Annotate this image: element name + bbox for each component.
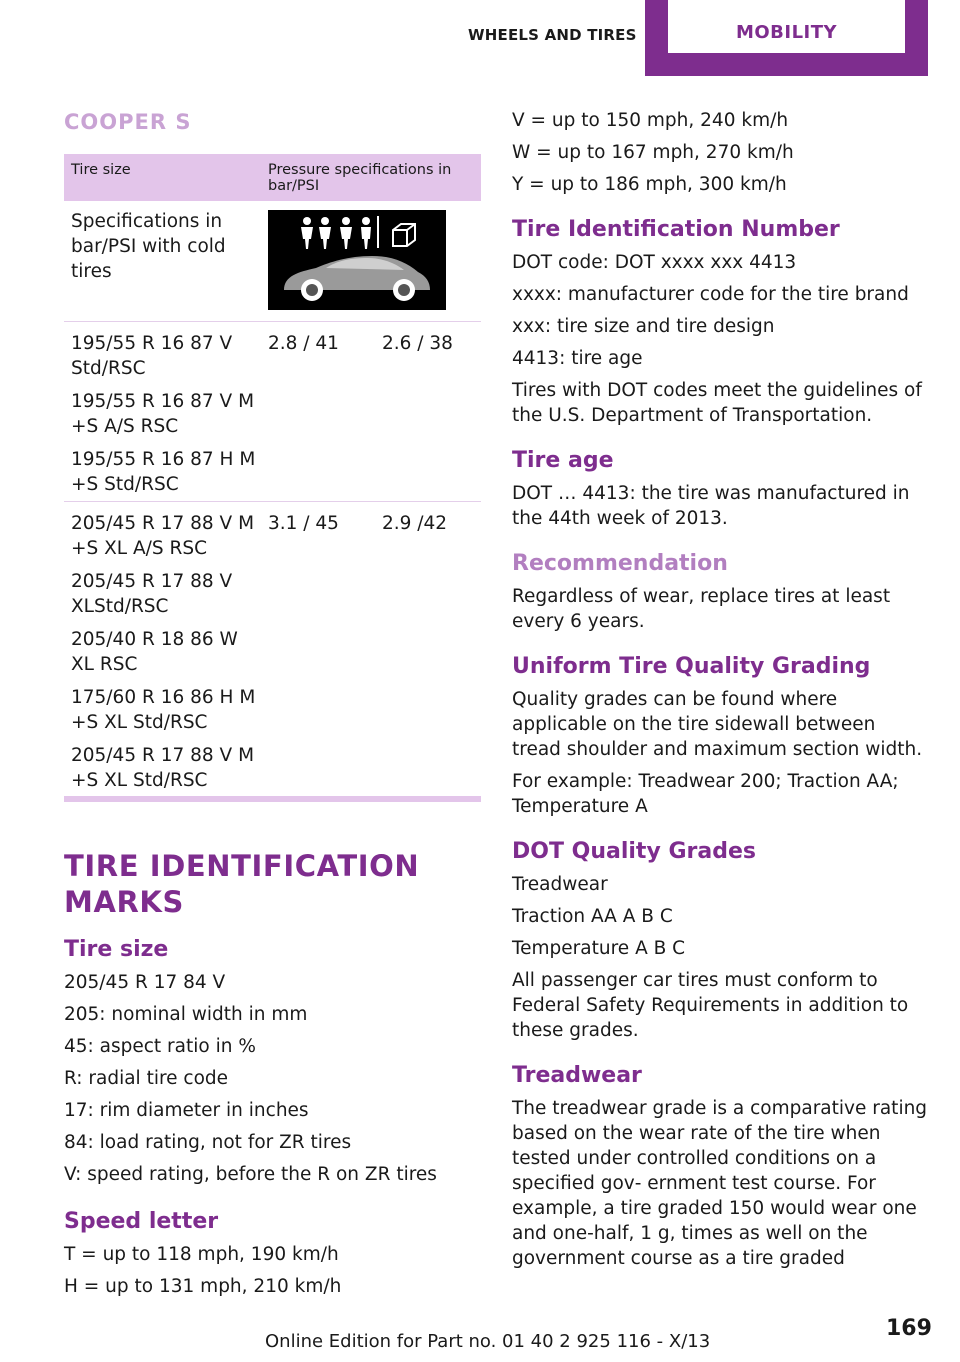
speed-line: T = up to 118 mph, 190 km/h [64,1244,339,1265]
left-column [64,108,481,1306]
treadwear-text: The treadwear grade is a comparative rating based on the wear rate of the tire when tested under controlled conditions on a specified gov‐ ernment test course. For example, a tire graded 150 would wear one and one-half, 1 g, times as well on the government course as a tire graded [512,1098,928,1269]
speed-line: Y = up to 186 mph, 300 km/h [512,174,787,195]
chapter-tab [645,0,928,76]
tire-size: 195/55 R 16 87 V M +S A/S RSC [71,391,255,437]
utqg-heading: Uniform Tire Quality Grading [512,654,871,679]
tin-line: Tires with DOT codes meet the guidelines of the U.S. Department of Transportation. [512,380,922,426]
tire-size-line: 17: rim diameter in inches [64,1100,309,1121]
tire-size: 205/45 R 17 88 V M +S XL A/S RSC [71,513,255,559]
tire-size-line: 205/45 R 17 84 V [64,972,226,993]
header-tire-size: Tire size [71,162,131,178]
pressure-table [64,154,481,802]
recommendation-heading: Recommendation [512,551,728,576]
tire-size-line: 84: load rating, not for ZR tires [64,1132,352,1153]
tire-size-line: 45: aspect ratio in % [64,1036,256,1057]
load-condition-icon [268,210,446,310]
tire-age-text: DOT … 4413: the tire was manufactured in the 44th week of 2013. [512,483,910,529]
speed-letter-heading: Speed letter [64,1209,219,1234]
tire-size: 205/40 R 18 86 W XL RSC [71,629,238,675]
recommendation-text: Regardless of wear, replace tires at least every 6 years. [512,586,891,632]
chapter-tab-label: MOBILITY [735,22,838,43]
tire-size-line: V: speed rating, before the R on ZR tires [64,1164,437,1185]
table-row [64,201,481,322]
tin-heading: Tire Identification Number [512,217,840,242]
page-number: 169 [886,1316,932,1341]
treadwear-heading: Treadwear [512,1063,642,1088]
table-header [64,154,481,201]
tire-size-heading: Tire size [64,937,169,962]
dot-grades-heading: DOT Quality Grades [512,839,756,864]
tin-line: DOT code: DOT xxxx xxx 4413 [512,252,797,273]
speed-line: W = up to 167 mph, 270 km/h [512,142,794,163]
tire-size: 195/55 R 16 87 H M +S Std/RSC [71,449,256,495]
table-row [64,502,481,796]
right-column [512,108,930,1278]
tire-age-heading: Tire age [512,448,614,473]
edition-footer: Online Edition for Part no. 01 40 2 925 116 - X/13 [265,1331,711,1352]
tire-size: 205/45 R 17 88 V XLStd/RSC [71,571,233,617]
speed-line: V = up to 150 mph, 240 km/h [512,110,789,131]
tire-size-line: R: radial tire code [64,1068,229,1089]
dot-grades-line: Temperature A B C [512,938,686,959]
tire-size: 175/60 R 16 86 H M +S XL Std/RSC [71,687,256,733]
spec-label: Specifications in bar/PSI with cold tires [71,211,226,282]
utqg-text: For example: Treadwear 200; Traction AA; Temperature A [512,771,899,817]
pressure-rear: 2.9 /42 [382,513,448,534]
pressure-rear: 2.6 / 38 [382,333,453,354]
table-row [64,322,481,502]
pressure-front: 3.1 / 45 [268,513,339,534]
speed-line: H = up to 131 mph, 210 km/h [64,1276,342,1297]
pressure-front: 2.8 / 41 [268,333,339,354]
dot-grades-line: Traction AA A B C [512,906,673,927]
header-pressure: Pressure specifications in bar/PSI [268,162,452,194]
utqg-text: Quality grades can be found where applicable on the tire sidewall between tread shoulder and maximum section width. [512,689,923,760]
dot-grades-line: Treadwear [512,874,608,895]
model-title: COOPER S [64,110,192,134]
tin-line: 4413: tire age [512,348,643,369]
dot-grades-line: All passenger car tires must conform to Federal Safety Requirements in addition to these grades. [512,970,909,1041]
tin-line: xxxx: manufacturer code for the tire brand [512,284,909,305]
tire-size: 205/45 R 17 88 V M +S XL Std/RSC [71,745,255,791]
section-title: WHEELS AND TIRES [468,26,637,44]
tire-size-line: 205: nominal width in mm [64,1004,308,1025]
marks-title: TIRE IDENTIFICATION MARKS [64,849,420,919]
tin-line: xxx: tire size and tire design [512,316,775,337]
tire-size: 195/55 R 16 87 V Std/RSC [71,333,233,379]
